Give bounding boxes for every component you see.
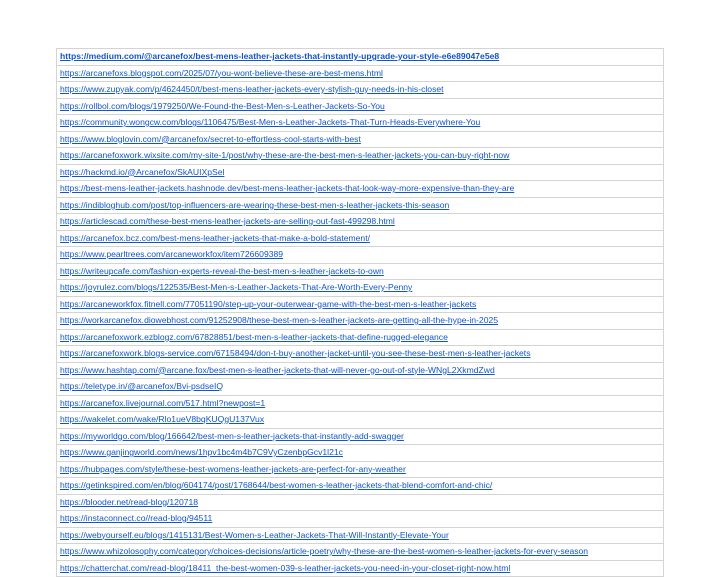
- link[interactable]: https://blooder.net/read-blog/120718: [60, 496, 199, 507]
- table-cell: [57, 98, 664, 115]
- table-cell: [57, 461, 664, 478]
- table-row: [57, 296, 664, 313]
- table-row: [57, 115, 664, 132]
- table-row: [57, 82, 664, 99]
- table-cell: [57, 511, 664, 528]
- table-cell: [57, 82, 664, 99]
- table-row: [57, 412, 664, 429]
- table-cell: [57, 329, 664, 346]
- table-cell: [57, 362, 664, 379]
- table-cell: [57, 346, 664, 363]
- table-row: [57, 131, 664, 148]
- table-cell: [57, 148, 664, 165]
- table-cell: [57, 412, 664, 429]
- table-cell: [57, 544, 664, 561]
- link[interactable]: https://www.bloglovin.com/@arcanefox/secret-to-effortless-cool-starts-with-best: [60, 133, 361, 144]
- table-row: [57, 527, 664, 544]
- table-row: [57, 494, 664, 511]
- link[interactable]: https://myworldgo.com/blog/166642/best-men-s-leather-jackets-that-instantly-add-swagger: [60, 430, 404, 441]
- table-row: [57, 461, 664, 478]
- table-cell: [57, 247, 664, 264]
- table-row: [57, 263, 664, 280]
- link[interactable]: https://arcanefoxwork.ezblogz.com/67828851/best-men-s-leather-jackets-that-define-rugged-elegance: [60, 331, 448, 342]
- link[interactable]: https://wakelet.com/wake/Rlo1ueV8bqKUQgU137Vux: [60, 414, 265, 424]
- table-cell: [57, 49, 664, 66]
- table-cell: [57, 230, 664, 247]
- link[interactable]: https://www.pearltrees.com/arcaneworkfox/item726609389: [60, 249, 284, 259]
- link[interactable]: https://webyourself.eu/blogs/1415131/Best-Women-s-Leather-Jackets-That-Will-Instantly-Elevate-Your: [60, 529, 449, 540]
- table-cell: [57, 494, 664, 511]
- table-row: [57, 49, 664, 66]
- table-row: [57, 148, 664, 165]
- table-cell: [57, 214, 664, 231]
- table-row: [57, 164, 664, 181]
- table-cell: [57, 560, 664, 577]
- table-row: [57, 445, 664, 462]
- table-cell: [57, 131, 664, 148]
- table-cell: [57, 527, 664, 544]
- link[interactable]: https://instaconnect.co//read-blog/94511: [60, 513, 213, 523]
- table-row: [57, 560, 664, 577]
- table-cell: [57, 296, 664, 313]
- table-cell: [57, 428, 664, 445]
- link[interactable]: https://arcanefoxs.blogspot.com/2025/07/you-wont-believe-these-are-best-mens.html: [60, 67, 383, 78]
- link[interactable]: https://hackmd.io/@Arcanefox/SkAUIXpSel: [60, 166, 225, 177]
- link[interactable]: https://getinkspired.com/en/blog/604174/post/1768644/best-women-s-leather-jackets-that-blend-comfort-and-chic/: [60, 480, 493, 490]
- table-row: [57, 511, 664, 528]
- link[interactable]: https://www.whizolosophy.com/category/choices-decisions/article-poetry/why-these-are-the-best-women-s-leather-jackets-for-every-season: [60, 546, 589, 556]
- table-row: [57, 98, 664, 115]
- table-row: [57, 362, 664, 379]
- link[interactable]: https://rollbol.com/blogs/1979250/We-Found-the-Best-Men-s-Leather-Jackets-So-You: [60, 100, 385, 111]
- link[interactable]: https://www.zupyak.com/p/4624450/t/best-mens-leather-jackets-every-stylish-guy-needs-in-his-closet: [60, 84, 444, 94]
- link[interactable]: https://joyrulez.com/blogs/122535/Best-Men-s-Leather-Jackets-That-Are-Worth-Every-Penny: [60, 282, 413, 292]
- table-cell: [57, 197, 664, 214]
- link[interactable]: https://chatterchat.com/read-blog/18411_the-best-women-039-s-leather-jackets-you-need-in-your-closet-right-now.html: [60, 562, 511, 573]
- table-row: [57, 214, 664, 231]
- table-cell: [57, 164, 664, 181]
- table-row: [57, 247, 664, 264]
- link[interactable]: https://workarcanefox.diowebhost.com/91252908/these-best-men-s-leather-jackets-are-getting-all-the-hype-in-2025: [60, 315, 499, 325]
- link[interactable]: https://teletype.in/@arcanefox/Bvi-psdseIQ: [60, 381, 224, 391]
- table-row: [57, 181, 664, 198]
- link[interactable]: https://arcanefox.livejournal.com/517.html?newpost=1: [60, 397, 266, 408]
- table-cell: [57, 478, 664, 495]
- table-row: [57, 313, 664, 330]
- link[interactable]: https://arcanefoxwork.wixsite.com/my-site-1/post/why-these-are-the-best-men-s-leather-jackets-you-can-buy-right-now: [60, 150, 510, 160]
- table-cell: [57, 65, 664, 82]
- link[interactable]: https://community.wongcw.com/blogs/1106475/Best-Men-s-Leather-Jackets-That-Turn-Heads-Everywhere-You: [60, 117, 481, 127]
- link[interactable]: https://arcanefoxwork.blogs-service.com/67158494/don-t-buy-another-jacket-until-you-see-these-best-men-s-leather-jackets: [60, 348, 531, 358]
- link[interactable]: https://medium.com/@arcanefox/best-mens-leather-jackets-that-instantly-upgrade-your-style-e6e89047e5e8: [60, 51, 500, 61]
- table-row: [57, 230, 664, 247]
- link-sheet: [56, 48, 664, 577]
- table-row: [57, 428, 664, 445]
- table-row: [57, 346, 664, 363]
- table-cell: [57, 313, 664, 330]
- table-row: [57, 379, 664, 396]
- table-cell: [57, 395, 664, 412]
- table-cell: [57, 280, 664, 297]
- table-cell: [57, 115, 664, 132]
- table-cell: [57, 181, 664, 198]
- table-row: [57, 544, 664, 561]
- link[interactable]: https://best-mens-leather-jackets.hashnode.dev/best-mens-leather-jackets-that-look-way-more-expensive-than-they-are: [60, 183, 515, 193]
- link[interactable]: https://writeupcafe.com/fashion-experts-reveal-the-best-men-s-leather-jackets-to-own: [60, 265, 384, 276]
- table-row: [57, 197, 664, 214]
- table-cell: [57, 379, 664, 396]
- link[interactable]: https://indibloghub.com/post/top-influencers-are-wearing-these-best-men-s-leather-jackets-this-season: [60, 199, 450, 210]
- link[interactable]: https://articlescad.com/these-best-mens-leather-jackets-are-selling-out-fast-499298.html: [60, 216, 395, 226]
- table-row: [57, 65, 664, 82]
- table-cell: [57, 263, 664, 280]
- link[interactable]: https://hubpages.com/style/these-best-womens-leather-jackets-are-perfect-for-any-weather: [60, 463, 406, 474]
- table-cell: [57, 445, 664, 462]
- table-row: [57, 478, 664, 495]
- link[interactable]: https://www.hashtap.com/@arcane.fox/best-men-s-leather-jackets-that-will-never-go-out-of-style-WNgL2XkmdZwd: [60, 364, 495, 375]
- table-row: [57, 329, 664, 346]
- table-row: [57, 280, 664, 297]
- link[interactable]: https://www.ganjingworld.com/news/1hpv1bc4m4b7C9VyCzenbpGcv1l21c: [60, 447, 343, 457]
- link[interactable]: https://arcanefox.bcz.com/best-mens-leather-jackets-that-make-a-bold-statement/: [60, 232, 370, 243]
- link[interactable]: https://arcaneworkfox.fitnell.com/77051190/step-up-your-outerwear-game-with-the-best-men-s-leather-jackets: [60, 298, 477, 309]
- table-row: [57, 395, 664, 412]
